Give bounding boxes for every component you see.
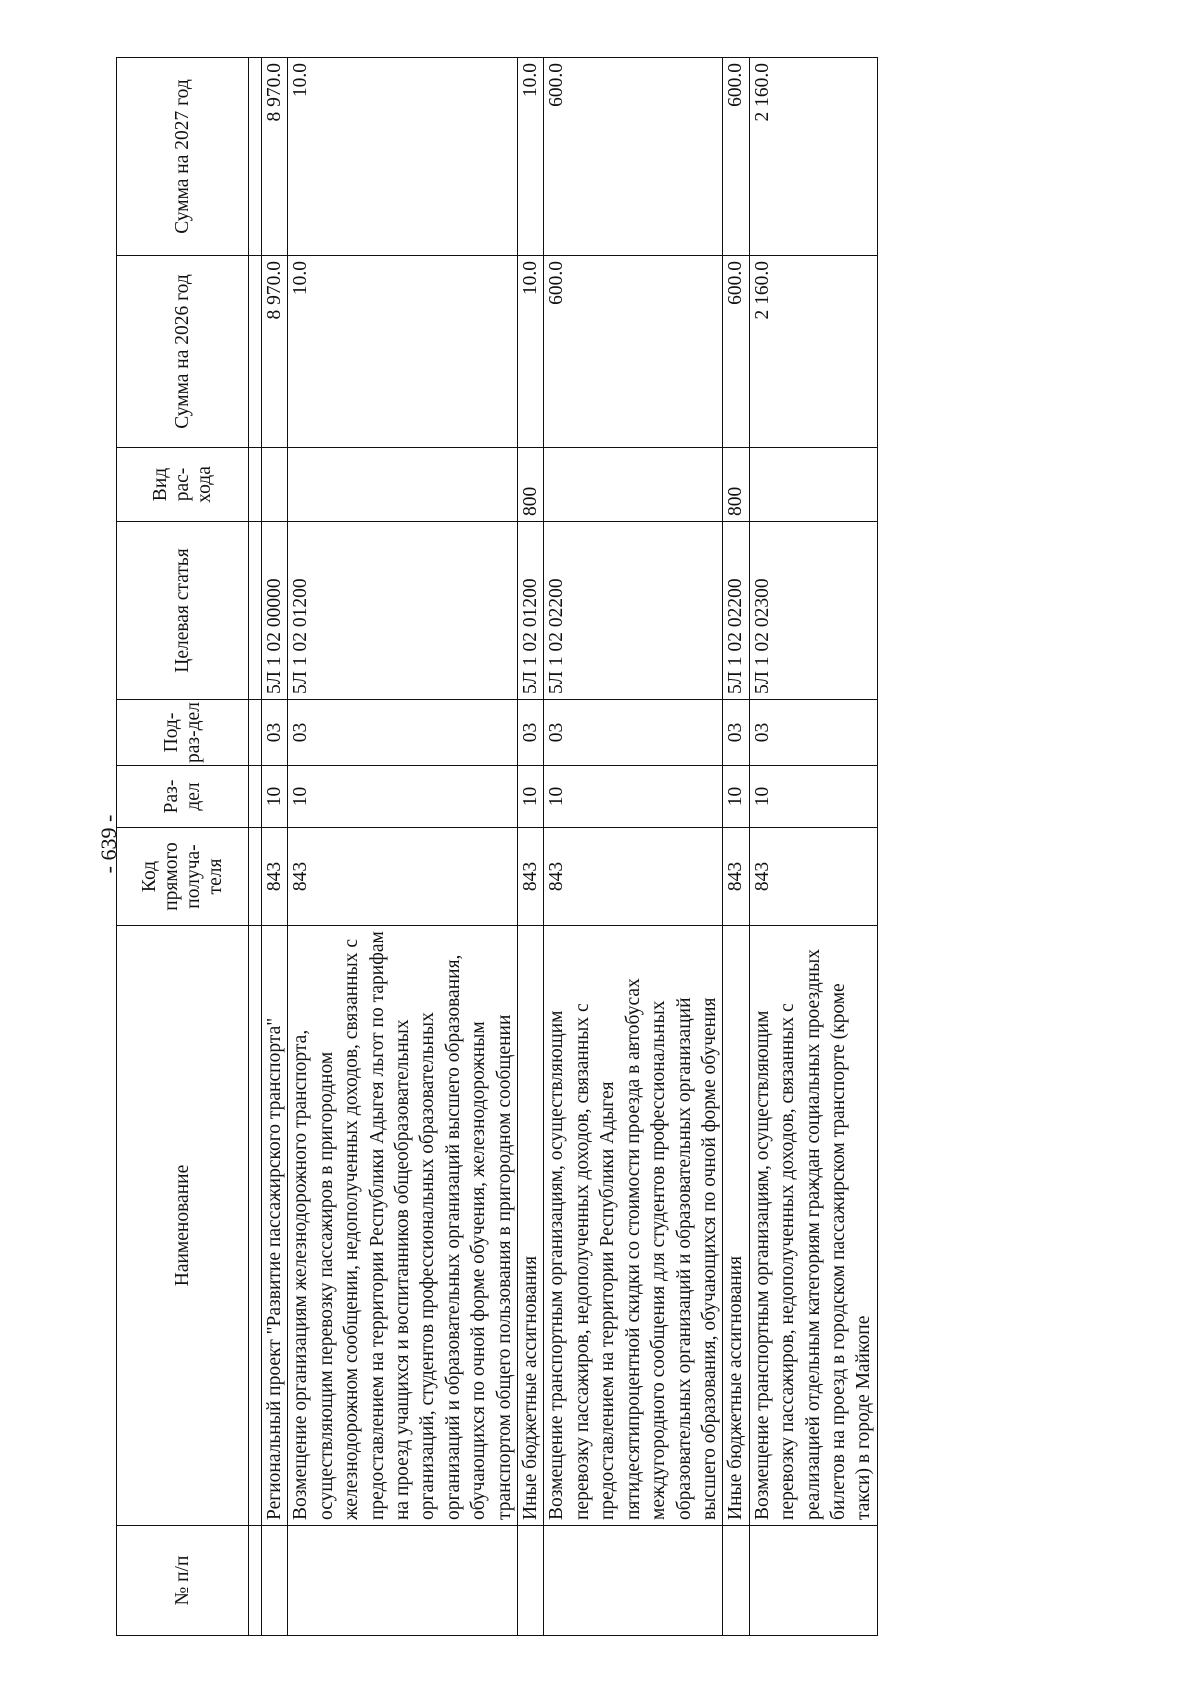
header-target-article: Целевая статья	[117, 522, 249, 700]
cell-subsection: 03	[262, 700, 288, 766]
cell-section: 10	[749, 766, 877, 828]
header-subsection: Под-раз-дел	[117, 700, 249, 766]
cell-subsection: 03	[288, 700, 518, 766]
cell-sum-2027: 10.0	[288, 58, 518, 256]
spacer-row	[249, 58, 262, 1636]
cell-expense	[544, 448, 723, 522]
header-name: Наименование	[117, 926, 249, 1526]
rotated-page	[8, 4, 1192, 1684]
cell-name: Региональный проект "Развитие пассажирского транспорта"	[262, 926, 288, 1526]
cell-num	[749, 1526, 877, 1636]
cell-target: 5Л 1 02 02300	[749, 522, 877, 700]
budget-table	[116, 57, 878, 1636]
header-num: № п/п	[117, 1526, 249, 1636]
cell-target: 5Л 1 02 01200	[518, 522, 544, 700]
cell-section: 10	[723, 766, 749, 828]
cell-subsection: 03	[749, 700, 877, 766]
cell-target: 5Л 1 02 02200	[544, 522, 723, 700]
cell-expense	[262, 448, 288, 522]
table-row	[749, 58, 877, 1636]
cell-section: 10	[518, 766, 544, 828]
cell-name: Возмещение организациям железнодорожного транспорта, осуществляющим перевозку пассажиров в пригородном железнодорожном сообщении, недополученных доходов, связанных с предоставлением на территории Республики Адыгея льгот по тарифам на проезд учащихся и воспитанников общеобразовательных организаций, студентов профессиональных образовательных организаций и образовательных организаций высшего образования, обучающихся по очной форме обучения, железнодорожным транспортом общего пользования в пригородном сообщении	[288, 926, 518, 1526]
cell-target: 5Л 1 02 02200	[723, 522, 749, 700]
cell-sum-2026: 10.0	[518, 256, 544, 448]
cell-recipient: 843	[288, 828, 518, 926]
cell-subsection: 03	[723, 700, 749, 766]
cell-name: Возмещение транспортным организациям, осуществляющим перевозку пассажиров, недополученных доходов, связанных с реализацией отдельным категориям граждан социальных проездных билетов на проезд в городском пассажирском транспорте (кроме такси) в городе Майкопе	[749, 926, 877, 1526]
page-number: - 639 -	[96, 814, 121, 874]
cell-sum-2026: 600.0	[723, 256, 749, 448]
cell-sum-2026: 10.0	[288, 256, 518, 448]
cell-sum-2027: 8 970.0	[262, 58, 288, 256]
table-row	[262, 58, 288, 1636]
cell-sum-2026: 8 970.0	[262, 256, 288, 448]
header-section: Раз-дел	[117, 766, 249, 828]
table-row	[723, 58, 749, 1636]
cell-num	[288, 1526, 518, 1636]
cell-name: Возмещение транспортным организациям, осуществляющим перевозку пассажиров, недополученных доходов, связанных с предоставлением на территории Республики Адыгея пятидесятипроцентной скидки со стоимости проезда в автобусах междугородного сообщения для студентов профессиональных образовательных организаций и образовательных организаций высшего образования, обучающихся по очной форме обучения	[544, 926, 723, 1526]
table-row	[518, 58, 544, 1636]
cell-recipient: 843	[262, 828, 288, 926]
cell-recipient: 843	[749, 828, 877, 926]
cell-section: 10	[544, 766, 723, 828]
table-row	[288, 58, 518, 1636]
cell-expense	[749, 448, 877, 522]
cell-expense: 800	[518, 448, 544, 522]
cell-section: 10	[262, 766, 288, 828]
cell-num	[544, 1526, 723, 1636]
cell-name: Иные бюджетные ассигнования	[723, 926, 749, 1526]
cell-name: Иные бюджетные ассигнования	[518, 926, 544, 1526]
table-row	[544, 58, 723, 1636]
cell-recipient: 843	[723, 828, 749, 926]
cell-expense	[288, 448, 518, 522]
table-header-row	[117, 58, 249, 1636]
cell-sum-2027: 2 160.0	[749, 58, 877, 256]
header-sum-2027: Сумма на 2027 год	[117, 58, 249, 256]
cell-num	[262, 1526, 288, 1636]
cell-sum-2027: 600.0	[544, 58, 723, 256]
cell-target: 5Л 1 02 01200	[288, 522, 518, 700]
cell-sum-2026: 600.0	[544, 256, 723, 448]
cell-recipient: 843	[544, 828, 723, 926]
cell-subsection: 03	[544, 700, 723, 766]
cell-num	[518, 1526, 544, 1636]
cell-num	[723, 1526, 749, 1636]
cell-section: 10	[288, 766, 518, 828]
header-sum-2026: Сумма на 2026 год	[117, 256, 249, 448]
cell-sum-2026: 2 160.0	[749, 256, 877, 448]
header-recipient-code: Код прямого получа-теля	[117, 828, 249, 926]
cell-recipient: 843	[518, 828, 544, 926]
cell-sum-2027: 10.0	[518, 58, 544, 256]
cell-sum-2027: 600.0	[723, 58, 749, 256]
cell-target: 5Л 1 02 00000	[262, 522, 288, 700]
cell-subsection: 03	[518, 700, 544, 766]
cell-expense: 800	[723, 448, 749, 522]
header-expense-type: Вид рас-хода	[117, 448, 249, 522]
